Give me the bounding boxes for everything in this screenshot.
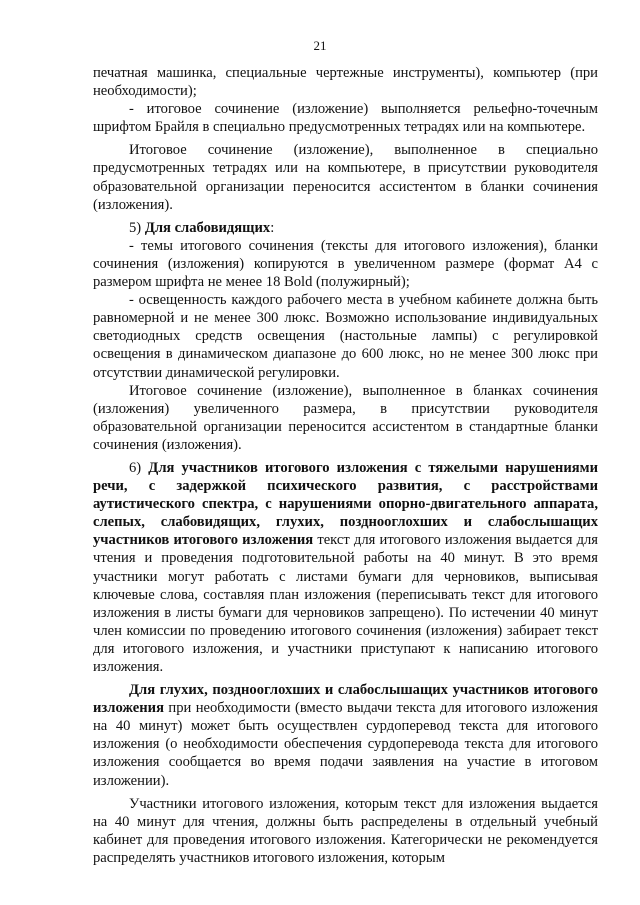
paragraph-text: при необходимости (вместо выдачи текста для итогового изложения на 40 минут) может быть осуществлен сурдоперевод текста для итогового изложения (о необходимости обеспечения сурдоперевода текста для итогового изложения сообщается во время подачи заявления на участие в итоговом изложении).: [93, 700, 598, 789]
paragraph-transfer-blind: Итоговое сочинение (изложение), выполненное в специально предусмотренных тетрадях или на компьютере, в присутствии руководителя образовательной организации переносится ассистентом в бланки сочинения (изложения).: [93, 142, 598, 213]
paragraph-transfer-visually-impaired: Итоговое сочинение (изложение), выполненное в бланках сочинения (изложения) увеличенного размера, в присутствии руководителя образовательной организации переносится ассистентом в стандартные бланки сочинения (изложения).: [93, 382, 598, 453]
list-number: 5): [129, 219, 145, 236]
paragraph-enlarged-forms: - темы итогового сочинения (тексты для итогового изложения), бланки сочинения (изложения) копируются в увеличенном размере (формат А4 с размером шрифта не менее 18 Bold (полужирный);: [93, 237, 598, 291]
page-number: 21: [313, 38, 327, 53]
paragraph-equipment: печатная машинка, специальные чертежные инструменты), компьютер (при необходимости);: [93, 65, 598, 100]
paragraph-special-participants: [93, 459, 598, 676]
paragraph-text: текст для итогового изложения выдается для чтения и проведения подготовительной работы на 40 минут. В это время участники могут работать с листами бумаги для черновиков, выписывая ключевые слова, составляя план изложения (переписывать текст для итогового изложения в листы бумаги для черновиков запрещено). По истечении 40 минут член комиссии по проведению итогового сочинения (изложения) забирает текст для итогового изложения, и участники приступают к написанию итогового изложения.: [93, 532, 598, 675]
bold-heading-text: Для слабовидящих: [144, 219, 271, 236]
bold-deaf-participants: Для глухих, позднооглохших и слабослышащих участников итогового изложения: [93, 682, 598, 717]
page-body: [93, 64, 598, 867]
bold-participant-groups: Для участников итогового изложения с тяжелыми нарушениями речи, с задержкой психического развития, с расстройствами аутистического спектра, с нарушениями опорно-двигательного аппарата, слепых, слабовидящих, глухих, позднооглохших и слабослышащих участников итогового изложения: [93, 459, 598, 549]
paragraph-separate-room: Участники итогового изложения, которым текст для изложения выдается на 40 минут для чтения, должны быть распределены в отдельный учебный кабинет для проведения итогового изложения. Категорически не рекомендуется распределять участников итогового изложения, которым: [93, 795, 598, 866]
list-number: 6): [129, 459, 149, 476]
heading-colon: :: [270, 219, 275, 236]
heading-visually-impaired: [93, 219, 598, 237]
paragraph-braille: - итоговое сочинение (изложение) выполняется рельефно-точечным шрифтом Брайля в специально предусмотренных тетрадях или на компьютере.: [93, 101, 598, 136]
paragraph-lighting: - освещенность каждого рабочего места в учебном кабинете должна быть равномерной и не менее 300 люкс. Возможно использование индивидуальных светодиодных средств освещения (настольные лампы) с регулировкой освещения в динамическом диапазоне до 600 люкс, но не менее 300 люкс при отсутствии динамической регулировки.: [93, 292, 598, 381]
paragraph-sign-language: [93, 681, 598, 790]
